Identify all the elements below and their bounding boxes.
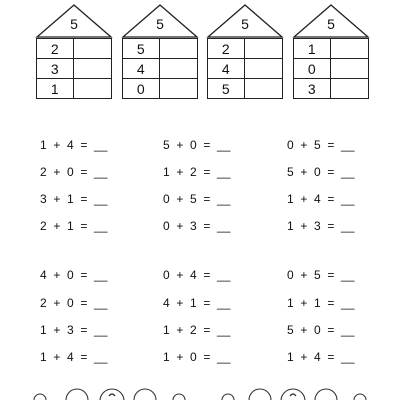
roof-number: 5: [156, 16, 164, 32]
house-blank-cell[interactable]: [73, 39, 111, 59]
equation[interactable]: 1 + 1 = __: [287, 296, 355, 310]
number-house: [36, 4, 112, 104]
house-cell: 1: [37, 79, 74, 99]
equation[interactable]: 0 + 3 = __: [163, 219, 231, 233]
equation[interactable]: 5 + 0 = __: [287, 323, 355, 337]
number-house: [122, 4, 198, 104]
equation[interactable]: 4 + 1 = __: [163, 296, 231, 310]
bubble-circle: [315, 389, 337, 400]
equation[interactable]: 0 + 5 = __: [163, 192, 231, 206]
bubble-circle: [173, 394, 185, 400]
house-grid: [122, 38, 198, 99]
house-cell: 4: [208, 59, 245, 79]
equation[interactable]: 4 + 0 = __: [40, 268, 108, 282]
bubble-circle: [134, 389, 156, 400]
house-blank-cell[interactable]: [73, 59, 111, 79]
house-grid: [293, 38, 369, 99]
house-blank-cell[interactable]: [330, 39, 368, 59]
house-blank-cell[interactable]: [244, 39, 282, 59]
equation[interactable]: 2 + 0 = __: [40, 296, 108, 310]
equation[interactable]: 0 + 5 = __: [287, 138, 355, 152]
equation[interactable]: 0 + 5 = __: [287, 268, 355, 282]
equation[interactable]: 1 + 4 = __: [287, 350, 355, 364]
bottom-circles-row: [0, 384, 400, 400]
house-cell: 0: [123, 79, 160, 99]
bubble-circle: [66, 389, 88, 400]
house-blank-cell[interactable]: [330, 79, 368, 99]
roof-number: 5: [241, 16, 249, 32]
house-cell: 2: [37, 39, 74, 59]
equation[interactable]: 1 + 3 = __: [287, 219, 355, 233]
house-blank-cell[interactable]: [330, 59, 368, 79]
house-cell: 4: [123, 59, 160, 79]
house-grid: [36, 38, 112, 99]
bubble-circle: [222, 394, 234, 400]
roof-number: 5: [70, 16, 78, 32]
house-blank-cell[interactable]: [73, 79, 111, 99]
house-blank-cell[interactable]: [244, 79, 282, 99]
house-grid: [207, 38, 283, 99]
house-cell: 1: [294, 39, 331, 59]
bubble-circle: [354, 394, 366, 400]
bubble-mark: [109, 394, 115, 396]
bubble-mark: [290, 394, 296, 396]
house-blank-cell[interactable]: [159, 59, 197, 79]
house-cell: 3: [37, 59, 74, 79]
equation[interactable]: 5 + 0 = __: [163, 138, 231, 152]
equation[interactable]: 5 + 0 = __: [287, 165, 355, 179]
equation[interactable]: 0 + 4 = __: [163, 268, 231, 282]
house-cell: 3: [294, 79, 331, 99]
number-houses: [0, 0, 400, 104]
number-house: [293, 4, 369, 104]
bubble-circle: [34, 394, 46, 400]
equation[interactable]: 3 + 1 = __: [40, 192, 108, 206]
house-cell: 5: [208, 79, 245, 99]
equation[interactable]: 1 + 3 = __: [40, 323, 108, 337]
house-cell: 5: [123, 39, 160, 59]
house-blank-cell[interactable]: [159, 79, 197, 99]
equation[interactable]: 1 + 4 = __: [40, 350, 108, 364]
equation[interactable]: 2 + 0 = __: [40, 165, 108, 179]
roof-number: 5: [327, 16, 335, 32]
house-blank-cell[interactable]: [244, 59, 282, 79]
house-cell: 2: [208, 39, 245, 59]
equation[interactable]: 1 + 4 = __: [287, 192, 355, 206]
bubble-circle: [249, 389, 271, 400]
equation[interactable]: 1 + 0 = __: [163, 350, 231, 364]
equation[interactable]: 1 + 2 = __: [163, 165, 231, 179]
house-cell: 0: [294, 59, 331, 79]
number-house: [207, 4, 283, 104]
equation[interactable]: 1 + 4 = __: [40, 138, 108, 152]
equation[interactable]: 2 + 1 = __: [40, 219, 108, 233]
house-blank-cell[interactable]: [159, 39, 197, 59]
equation[interactable]: 1 + 2 = __: [163, 323, 231, 337]
